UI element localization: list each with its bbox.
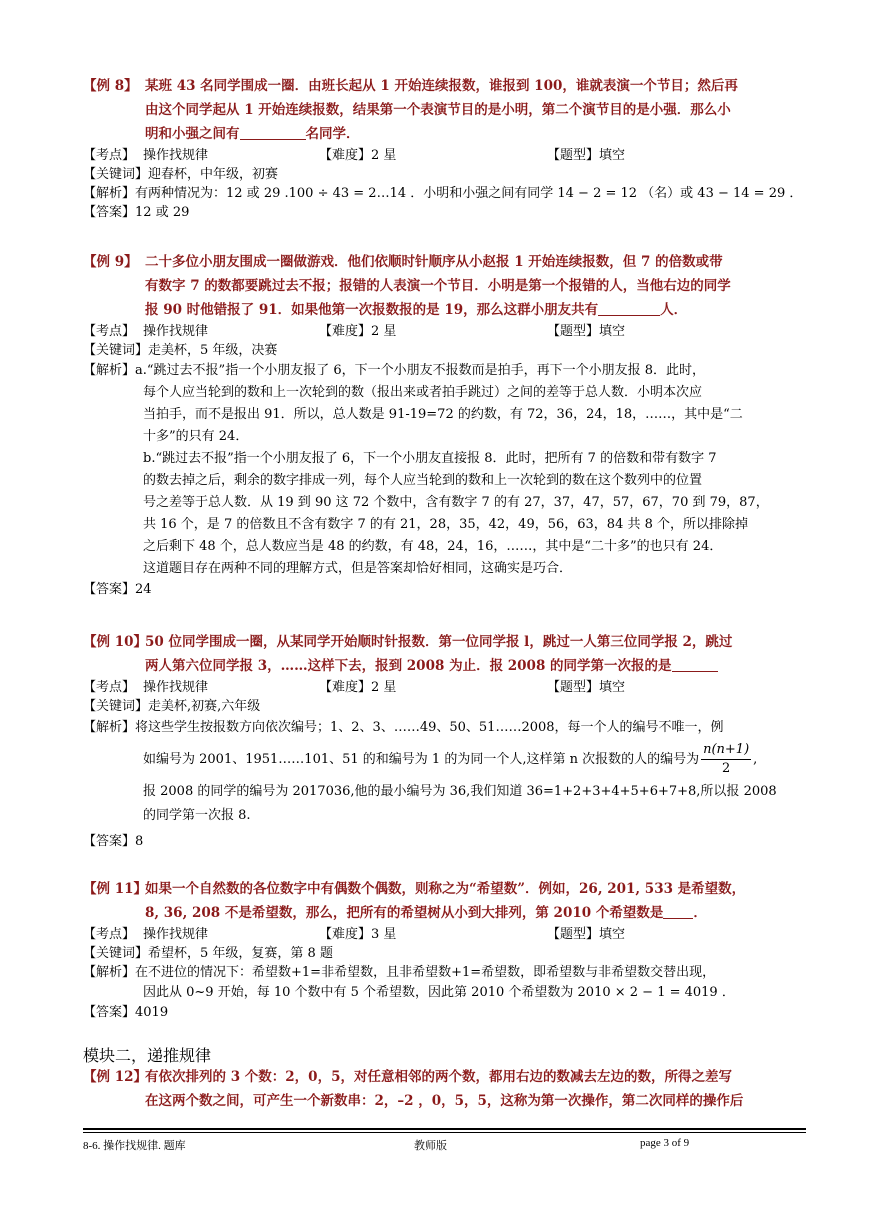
example-tag: 【例 12】 bbox=[83, 1069, 147, 1085]
analysis-line: 每个人应当轮到的数和上一次轮到的数（报出来或者拍手跳过）之间的差等于总人数．小明本次应 bbox=[143, 385, 703, 400]
label-keywords: 【关键词】 bbox=[83, 699, 149, 714]
label-analysis: 【解析】 bbox=[83, 720, 136, 735]
value-kaodian: 操作找规律 bbox=[143, 927, 209, 942]
label-keywords: 【关键词】 bbox=[83, 167, 149, 182]
question-line: 有依次排列的 3 个数：2，0，5，对任意相邻的两个数，都用右边的数减去左边的数，所得之差写 bbox=[145, 1069, 732, 1085]
answer-row bbox=[83, 1003, 813, 1022]
meta-row bbox=[83, 146, 813, 165]
fraction-numerator: n(n+1) bbox=[701, 741, 751, 760]
analysis-line: 之后剩下 48 个，总人数应当是 48 的约数，有 48，24，16，……，其中是“二十多”的也只有 24． bbox=[143, 539, 723, 554]
analysis-line: 当拍手，而不是报出 91．所以，总人数是 91-19=72 的约数，有 72，36，24，18，……，其中是“二 bbox=[143, 407, 743, 422]
analysis-row bbox=[83, 184, 813, 203]
keyword-row bbox=[83, 341, 813, 360]
question-line: 在这两个数之间，可产生一个新数串：2，–2 ，0，5，5，这称为第一次操作，第二次同样的操作后 bbox=[145, 1093, 744, 1109]
analysis-block bbox=[83, 360, 813, 580]
question-line: 有数字 7 的数都要跳过去不报；报错的人表演一个节目．小明是第一个报错的人，当他右边的同学 bbox=[145, 278, 731, 294]
example-tag: 【例 9】 bbox=[83, 254, 138, 270]
analysis-line: 共 16 个，是 7 的倍数且不含有数字 7 的有 21，28，35，42，49，56，63，84 共 8 个，所以排除掉 bbox=[143, 517, 749, 532]
keyword-row bbox=[83, 165, 813, 184]
value-kaodian: 操作找规律 bbox=[143, 148, 209, 163]
example-8 bbox=[83, 74, 813, 222]
example-12 bbox=[83, 1065, 813, 1113]
meta-row bbox=[83, 678, 813, 697]
keyword-row bbox=[83, 944, 813, 963]
analysis-line: 报 2008 的同学的编号为 2017036,他的最小编号为 36,我们知道 36=1+2+3+4+5+6+7+8,所以报 2008 bbox=[143, 784, 777, 799]
answer-blank bbox=[663, 904, 693, 919]
example-9 bbox=[83, 250, 813, 599]
value-keywords: 走美杯,初赛,六年级 bbox=[148, 699, 261, 714]
answer-row bbox=[83, 832, 813, 851]
label-keywords: 【关键词】 bbox=[83, 343, 149, 358]
analysis-line: 如编号为 2001、1951……101、51 的和编号为 1 的为同一个人,这样第 n 次报数的人的编号为 bbox=[143, 752, 700, 767]
label-tixing: 【题型】 bbox=[547, 324, 600, 339]
analysis-line: , bbox=[753, 752, 758, 767]
example-11 bbox=[83, 877, 813, 1022]
question-line: 如果一个自然数的各位数字中有偶数个偶数，则称之为“希望数”．例如，26, 201, 533 是希望数， bbox=[145, 881, 746, 897]
footer-rule-thin bbox=[83, 1132, 806, 1133]
keyword-row bbox=[83, 697, 813, 716]
analysis-line: 十多”的只有 24． bbox=[143, 429, 249, 444]
label-tixing: 【题型】 bbox=[547, 680, 600, 695]
value-tixing: 填空 bbox=[599, 324, 626, 339]
value-tixing: 填空 bbox=[599, 148, 626, 163]
question-line: 报 90 时他错报了 91．如果他第一次报数报的是 19，那么这群小朋友共有 bbox=[145, 302, 599, 318]
question-line: 由这个同学起从 1 开始连续报数，结果第一个表演节目的是小明，第二个演节目的是小强．那么小 bbox=[145, 102, 731, 118]
label-analysis: 【解析】 bbox=[83, 363, 136, 378]
answer-text: 8 bbox=[135, 834, 144, 849]
analysis-text: 有两种情况为：12 或 29 .100 ÷ 43 = 2…14 ．小明和小强之间有同学 14 − 2 = 12 （名）或 43 − 14 = 29 ． bbox=[135, 186, 803, 201]
answer-text: 12 或 29 bbox=[135, 205, 190, 220]
analysis-line: a.“跳过去不报”指一个小朋友报了 6，下一个小朋友不报数而是拍手，再下一个小朋友报 8．此时， bbox=[135, 363, 705, 378]
analysis-block bbox=[83, 963, 813, 1003]
label-analysis: 【解析】 bbox=[83, 965, 136, 980]
label-tixing: 【题型】 bbox=[547, 148, 600, 163]
question-8 bbox=[83, 74, 813, 146]
question-line: 两人第六位同学报 3，……这样下去，报到 2008 为止．报 2008 的同学第一次报的是 bbox=[145, 658, 672, 674]
meta-row bbox=[83, 322, 813, 341]
analysis-line: 的同学第一次报 8. bbox=[143, 808, 251, 823]
value-keywords: 迎春杯，中年级，初赛 bbox=[148, 167, 279, 182]
label-kaodian: 【考点】 bbox=[83, 927, 136, 942]
value-nandu: 2 星 bbox=[371, 324, 397, 339]
label-answer: 【答案】 bbox=[83, 205, 136, 220]
fraction-denominator: 2 bbox=[721, 761, 731, 776]
analysis-line: b.“跳过去不报”指一个小朋友报了 6，下一个小朋友直接报 8．此时，把所有 7 的倍数和带有数字 7 bbox=[143, 451, 717, 466]
answer-blank bbox=[672, 657, 718, 672]
answer-text: 24 bbox=[135, 582, 152, 597]
label-nandu: 【难度】 bbox=[319, 148, 372, 163]
meta-row bbox=[83, 925, 813, 944]
footer-edition: 教师版 bbox=[414, 1140, 447, 1152]
analysis-block bbox=[83, 716, 813, 828]
fraction bbox=[701, 741, 751, 778]
question-line: 50 位同学围成一圈，从某同学开始顺时针报数．第一位同学报 l，跳过一人第三位同学报 2，跳过 bbox=[145, 634, 733, 650]
value-kaodian: 操作找规律 bbox=[143, 324, 209, 339]
label-keywords: 【关键词】 bbox=[83, 946, 149, 961]
label-analysis: 【解析】 bbox=[83, 186, 136, 201]
footer-page-number: page 3 of 9 bbox=[640, 1137, 690, 1149]
answer-blank bbox=[598, 301, 660, 316]
answer-row bbox=[83, 580, 813, 599]
value-keywords: 希望杯，5 年级，复赛，第 8 题 bbox=[148, 946, 333, 961]
example-10 bbox=[83, 630, 813, 851]
analysis-line: 号之差等于总人数．从 19 到 90 这 72 个数中，含有数字 7 的有 27，37，47，57，67，70 到 79，87， bbox=[143, 495, 769, 510]
question-12 bbox=[83, 1065, 813, 1113]
question-9 bbox=[83, 250, 813, 322]
question-line: 人． bbox=[660, 302, 688, 318]
label-answer: 【答案】 bbox=[83, 1005, 136, 1020]
label-kaodian: 【考点】 bbox=[83, 148, 136, 163]
analysis-line: 将这些学生按报数方向依次编号；1、2、3、……49、50、51……2008，每一个人的编号不唯一，例 bbox=[135, 720, 724, 735]
example-tag: 【例 11】 bbox=[83, 881, 147, 897]
question-line: 名同学． bbox=[305, 126, 360, 142]
label-nandu: 【难度】 bbox=[319, 680, 372, 695]
label-answer: 【答案】 bbox=[83, 834, 136, 849]
value-nandu: 2 星 bbox=[371, 148, 397, 163]
example-tag: 【例 10】 bbox=[83, 634, 147, 650]
value-keywords: 走美杯，5 年级，决赛 bbox=[148, 343, 278, 358]
module-heading: 模块二，递推规律 bbox=[83, 1046, 212, 1065]
answer-row bbox=[83, 203, 813, 222]
question-line: 8, 36, 208 不是希望数，那么，把所有的希望树从小到大排列，第 2010 个希望数是 bbox=[145, 905, 664, 921]
value-tixing: 填空 bbox=[599, 680, 626, 695]
question-10 bbox=[83, 630, 813, 678]
question-11 bbox=[83, 877, 813, 925]
label-answer: 【答案】 bbox=[83, 582, 136, 597]
analysis-line: 在不进位的情况下：希望数+1=非希望数，且非希望数+1=希望数，即希望数与非希望数交替出现， bbox=[135, 965, 716, 980]
value-nandu: 3 星 bbox=[371, 927, 397, 942]
label-tixing: 【题型】 bbox=[547, 927, 600, 942]
question-line: 二十多位小朋友围成一圈做游戏．他们依顺时针顺序从小赵报 1 开始连续报数，但 7 的倍数或带 bbox=[145, 254, 723, 270]
label-kaodian: 【考点】 bbox=[83, 324, 136, 339]
analysis-line: 的数去掉之后，剩余的数字排成一列，每个人应当轮到的数和上一次轮到的数在这个数列中的位置 bbox=[143, 473, 703, 488]
footer-title: 8-6. 操作找规律. 题库 bbox=[83, 1140, 186, 1152]
footer-rule bbox=[83, 1128, 806, 1130]
question-line: 某班 43 名同学围成一圈．由班长起从 1 开始连续报数，谁报到 100，谁就表演一个节目；然后再 bbox=[145, 78, 738, 94]
answer-blank bbox=[240, 125, 306, 140]
label-kaodian: 【考点】 bbox=[83, 680, 136, 695]
label-nandu: 【难度】 bbox=[319, 324, 372, 339]
analysis-line: 因此从 0~9 开始，每 10 个数中有 5 个希望数，因此第 2010 个希望数为 2010 × 2 − 1 = 4019 ． bbox=[143, 985, 735, 1000]
value-nandu: 2 星 bbox=[371, 680, 397, 695]
value-tixing: 填空 bbox=[599, 927, 626, 942]
value-kaodian: 操作找规律 bbox=[143, 680, 209, 695]
answer-text: 4019 bbox=[135, 1005, 169, 1020]
example-tag: 【例 8】 bbox=[83, 78, 138, 94]
question-line: 明和小强之间有 bbox=[145, 126, 240, 142]
analysis-line: 这道题目存在两种不同的理解方式，但是答案却恰好相同，这确实是巧合． bbox=[143, 561, 573, 576]
label-nandu: 【难度】 bbox=[319, 927, 372, 942]
question-line: ． bbox=[693, 905, 707, 921]
